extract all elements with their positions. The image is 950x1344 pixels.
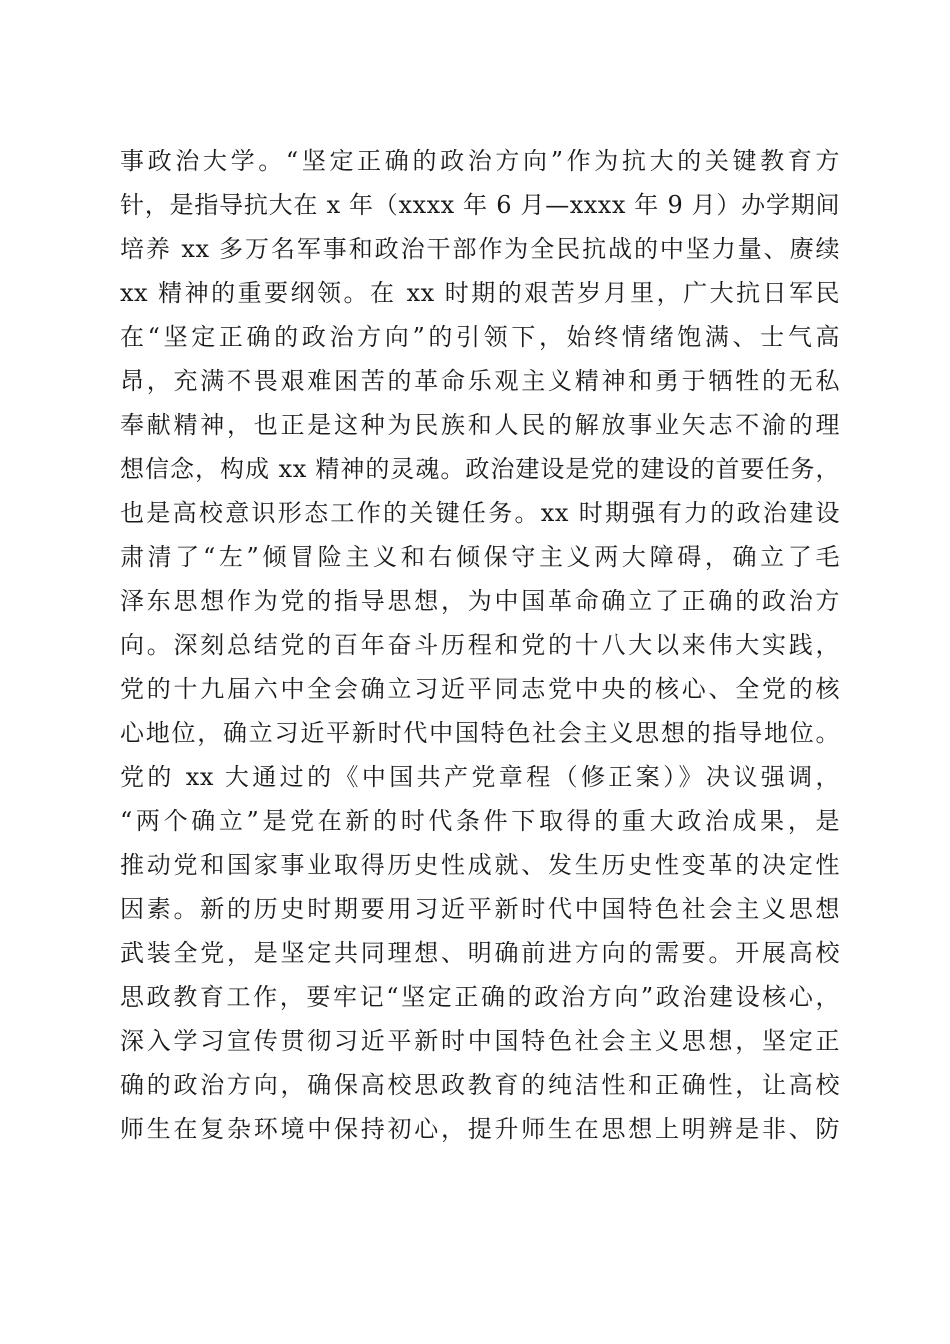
text-line: 党的 xx 大通过的《中国共产党章程（修正案）》决议强调， — [120, 763, 840, 791]
text-line: xx 精神的重要纲领。在 xx 时期的艰苦岁月里，广大抗日军民 — [120, 279, 840, 307]
text-line: 党的十九届六中全会确立习近平同志党中央的核心、全党的核 — [120, 675, 840, 703]
text-line: 向。深刻总结党的百年奋斗历程和党的十八大以来伟大实践， — [120, 631, 840, 659]
text-line: 师生在复杂环境中保持初心，提升师生在思想上明辨是非、防 — [120, 1115, 840, 1143]
text-line: 昂，充满不畏艰难困苦的革命乐观主义精神和勇于牺牲的无私 — [120, 367, 840, 395]
text-line: 针，是指导抗大在 x 年（xxxx 年 6 月—xxxx 年 9 月）办学期间 — [120, 191, 840, 219]
body-paragraph — [120, 139, 840, 1151]
text-line: “两个确立”是党在新的时代条件下取得的重大政治成果，是 — [120, 807, 840, 835]
text-line: 奉献精神，也正是这种为民族和人民的解放事业矢志不渝的理 — [120, 411, 840, 439]
text-line: 推动党和国家事业取得历史性成就、发生历史性变革的决定性 — [120, 851, 840, 879]
text-line: 事政治大学。“坚定正确的政治方向”作为抗大的关键教育方 — [120, 147, 840, 175]
text-line: 泽东思想作为党的指导思想，为中国革命确立了正确的政治方 — [120, 587, 840, 615]
text-line: 确的政治方向，确保高校思政教育的纯洁性和正确性，让高校 — [120, 1071, 840, 1099]
text-line: 也是高校意识形态工作的关键任务。xx 时期强有力的政治建设 — [120, 499, 840, 527]
text-line: 心地位，确立习近平新时代中国特色社会主义思想的指导地位。 — [120, 719, 840, 747]
text-line: 因素。新的历史时期要用习近平新时代中国特色社会主义思想 — [120, 895, 840, 923]
text-line: 武装全党，是坚定共同理想、明确前进方向的需要。开展高校 — [120, 939, 840, 967]
text-line: 想信念，构成 xx 精神的灵魂。政治建设是党的建设的首要任务， — [120, 455, 840, 483]
text-line: 肃清了“左”倾冒险主义和右倾保守主义两大障碍，确立了毛 — [120, 543, 840, 571]
text-line: 思政教育工作，要牢记“坚定正确的政治方向”政治建设核心， — [120, 983, 840, 1011]
text-line: 在“坚定正确的政治方向”的引领下，始终情绪饱满、士气高 — [120, 323, 840, 351]
text-line: 培养 xx 多万名军事和政治干部作为全民抗战的中坚力量、赓续 — [120, 235, 840, 263]
text-line: 深入学习宣传贯彻习近平新时中国特色社会主义思想，坚定正 — [120, 1027, 840, 1055]
